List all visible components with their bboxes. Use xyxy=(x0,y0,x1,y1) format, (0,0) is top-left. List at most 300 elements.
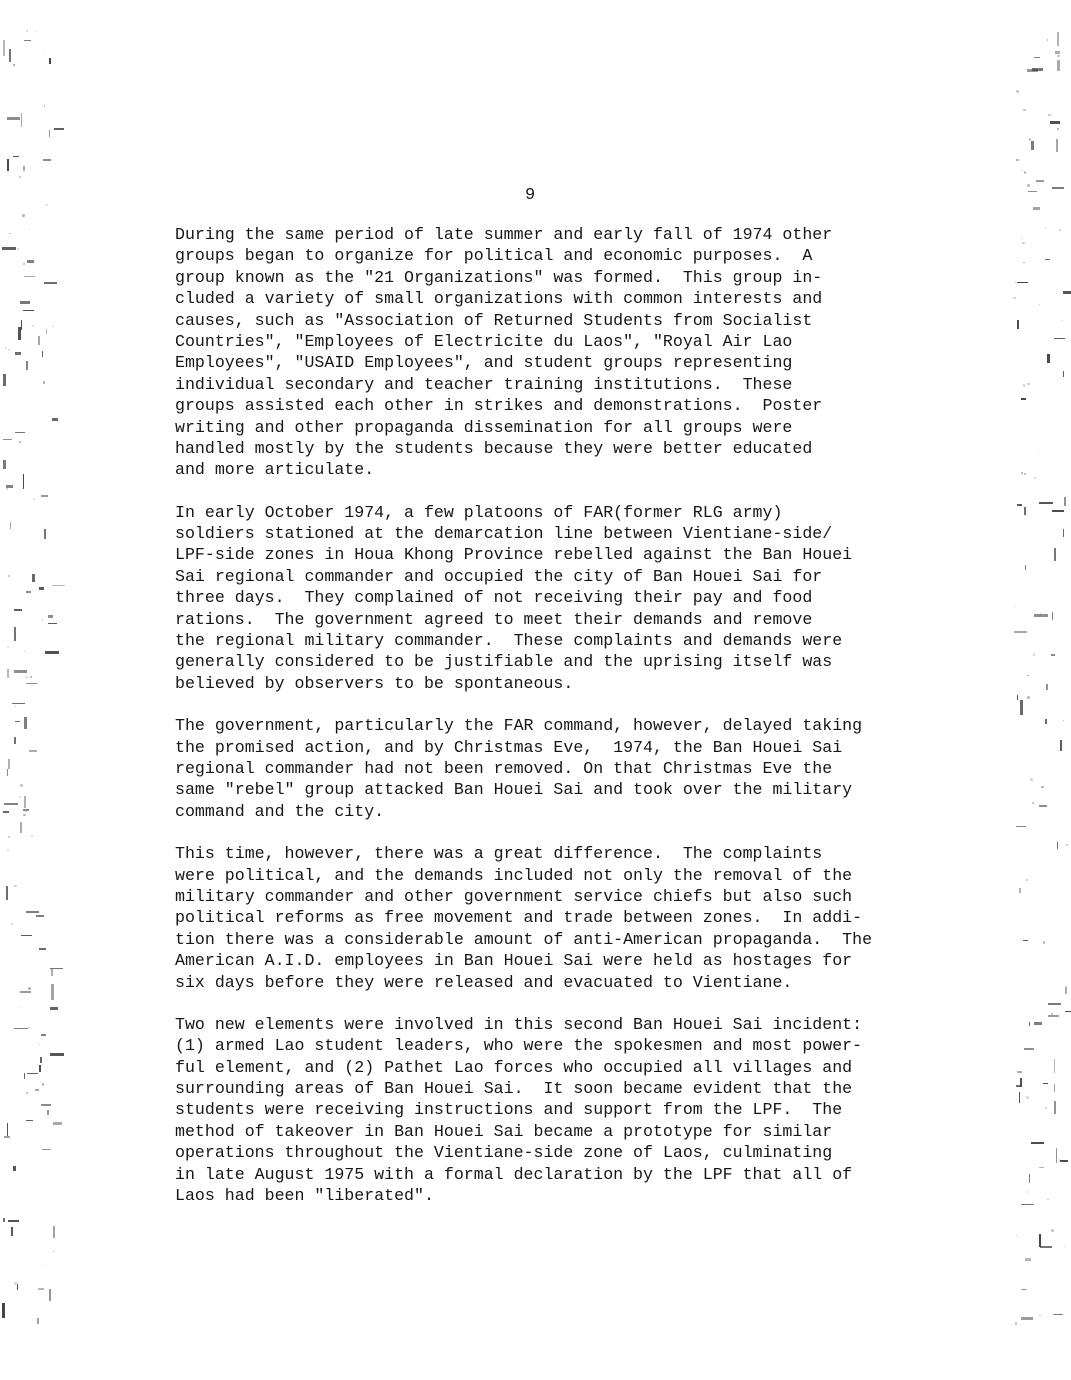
scan-speck xyxy=(25,811,27,813)
scan-mark xyxy=(15,352,21,354)
scan-speck xyxy=(1029,138,1032,141)
scan-mark xyxy=(7,769,9,776)
scan-mark xyxy=(20,822,22,833)
text-line: causes, such as "Association of Returned Students from Socialist xyxy=(175,310,813,330)
scan-speck xyxy=(1048,114,1050,116)
scan-mark xyxy=(52,418,57,420)
scan-mark xyxy=(3,460,5,469)
scan-mark xyxy=(27,260,34,263)
scan-speck xyxy=(1047,39,1048,40)
scan-mark xyxy=(1036,180,1044,182)
scan-mark xyxy=(42,351,43,357)
scan-mark xyxy=(23,166,25,170)
scan-speck xyxy=(1039,304,1040,305)
scan-mark xyxy=(1060,1160,1069,1162)
scan-mark xyxy=(49,1289,50,1301)
scan-mark xyxy=(41,495,48,498)
scan-speck xyxy=(26,30,28,32)
paragraph-2 xyxy=(175,502,935,695)
scan-mark xyxy=(26,1120,33,1121)
text-line: LPF-side zones in Houa Khong Province rebelled against the Ban Houei xyxy=(175,545,853,565)
scan-mark xyxy=(26,591,31,593)
scan-mark xyxy=(8,1220,19,1221)
scan-mark xyxy=(41,1034,46,1037)
scan-mark xyxy=(1033,207,1040,210)
scan-mark xyxy=(21,935,32,937)
scan-speck xyxy=(1024,473,1026,475)
scan-speck xyxy=(1026,1191,1028,1193)
scan-speck xyxy=(33,498,35,500)
scan-mark xyxy=(3,439,12,440)
scan-speck xyxy=(1045,227,1047,229)
scan-speck xyxy=(22,214,25,217)
scan-speck xyxy=(1027,184,1030,187)
scan-speck xyxy=(1034,477,1036,479)
scan-speck xyxy=(26,321,27,322)
text-line: (1) armed Lao student leaders, who were the spokesmen and most power- xyxy=(175,1036,863,1056)
scan-speck xyxy=(1027,675,1028,676)
scan-mark xyxy=(1052,187,1065,189)
scan-speck xyxy=(1023,262,1025,264)
text-line: groups began to organize for political and economic purposes. A xyxy=(175,246,813,266)
scan-speck xyxy=(20,1007,21,1008)
scan-mark xyxy=(53,1226,55,1239)
scan-speck xyxy=(53,1251,54,1252)
scan-mark xyxy=(1034,1022,1042,1025)
scan-speck xyxy=(1038,453,1039,454)
text-line: ful element, and (2) Pathet Lao forces who occupied all villages and xyxy=(175,1057,853,1077)
scan-mark xyxy=(2,1303,4,1319)
scan-speck xyxy=(19,796,21,798)
text-line: Two new elements were involved in this second Ban Houei Sai incident: xyxy=(175,1014,863,1034)
scan-mark xyxy=(1054,1084,1055,1093)
scan-mark xyxy=(45,651,58,654)
scan-mark xyxy=(7,117,20,120)
page-number: 9 xyxy=(525,186,536,205)
scan-mark xyxy=(1016,826,1027,828)
text-line: same "rebel" group attacked Ban Houei Sai and took over the military xyxy=(175,780,853,800)
text-line: writing and other propaganda dissemination for all groups were xyxy=(175,417,793,437)
scan-speck xyxy=(1063,720,1064,721)
scan-mark xyxy=(1021,1289,1027,1290)
scan-speck xyxy=(1022,242,1025,245)
scan-mark xyxy=(1057,32,1058,45)
scan-speck xyxy=(1059,229,1061,231)
scan-mark xyxy=(7,669,9,679)
scan-speck xyxy=(8,349,10,351)
text-line: groups assisted each other in strikes and demonstrations. Poster xyxy=(175,396,823,416)
scan-speck xyxy=(1061,320,1062,321)
scan-speck xyxy=(1057,55,1059,57)
scan-speck xyxy=(32,325,34,327)
scan-mark xyxy=(27,1073,38,1074)
scan-mark xyxy=(4,1136,11,1138)
scan-mark xyxy=(1031,1142,1044,1144)
scan-mark xyxy=(1047,354,1050,364)
scan-mark xyxy=(7,159,9,171)
scan-edge-left xyxy=(0,0,60,1380)
text-line: political reforms as free movement and trade between zones. In addi- xyxy=(175,908,863,928)
scan-speck xyxy=(1051,1229,1054,1232)
scan-mark xyxy=(1021,1317,1033,1320)
scan-mark xyxy=(47,1110,49,1115)
scan-mark xyxy=(1057,60,1060,71)
text-line: During the same period of late summer and early fall of 1974 other xyxy=(175,225,833,244)
scan-speck xyxy=(1016,1235,1017,1236)
scan-mark xyxy=(1025,1258,1031,1260)
scan-mark xyxy=(17,1284,19,1290)
scan-mark xyxy=(1063,529,1065,537)
text-line: the regional military commander. These complaints and demands were xyxy=(175,631,843,651)
text-line: group known as the "21 Organizations" was formed. This group in- xyxy=(175,267,823,287)
scan-mark xyxy=(24,276,35,278)
scan-speck xyxy=(7,850,9,852)
scan-mark xyxy=(1029,1174,1030,1182)
scan-mark xyxy=(1057,842,1058,850)
scan-mark xyxy=(1065,1011,1071,1012)
scan-speck xyxy=(1066,844,1069,847)
scan-speck xyxy=(1043,941,1045,943)
scan-mark xyxy=(23,809,29,811)
scan-mark xyxy=(6,886,8,899)
text-line: operations throughout the Vientiane-side zone of Laos, culminating xyxy=(175,1143,833,1163)
scan-mark xyxy=(35,1089,40,1091)
scan-speck xyxy=(24,651,25,652)
scan-speck xyxy=(31,835,33,837)
scan-speck xyxy=(1032,802,1035,805)
scan-mark xyxy=(1029,1022,1031,1027)
paragraph-1 xyxy=(175,224,935,481)
scan-mark xyxy=(1017,1071,1023,1073)
scan-speck xyxy=(7,646,9,648)
scan-mark xyxy=(1054,338,1065,339)
scan-mark xyxy=(37,1318,39,1324)
scan-speck xyxy=(1021,472,1023,474)
scan-mark xyxy=(1021,398,1026,400)
scan-mark xyxy=(1051,654,1055,657)
scan-speck xyxy=(19,176,20,177)
scan-mark xyxy=(1034,614,1048,617)
scan-mark xyxy=(1021,1204,1034,1205)
scan-mark xyxy=(1039,805,1047,807)
scan-mark xyxy=(1054,548,1055,561)
scan-mark xyxy=(43,159,51,162)
scan-mark xyxy=(1040,1246,1052,1248)
scan-mark xyxy=(13,1166,16,1171)
scan-speck xyxy=(1026,879,1028,881)
scan-speck xyxy=(14,885,16,887)
scan-speck xyxy=(1033,653,1035,655)
scan-mark xyxy=(1052,510,1064,511)
scan-mark xyxy=(4,803,18,804)
scan-mark xyxy=(46,329,47,334)
scan-speck xyxy=(1065,986,1067,988)
scan-speck xyxy=(44,105,46,107)
scan-speck xyxy=(30,676,32,678)
scan-mark xyxy=(12,703,25,704)
document-body xyxy=(175,224,935,1227)
scan-mark xyxy=(15,432,25,433)
scan-mark xyxy=(1060,740,1062,752)
text-line: in late August 1975 with a formal declaration by the LPF that all of xyxy=(175,1164,853,1184)
scan-mark xyxy=(51,969,53,976)
scan-mark xyxy=(14,670,27,673)
scan-mark xyxy=(38,336,40,346)
text-line: Laos had been "liberated". xyxy=(175,1186,434,1206)
scan-mark xyxy=(8,759,10,769)
text-line: and more articulate. xyxy=(175,460,375,480)
scan-mark xyxy=(1020,700,1023,715)
scan-mark xyxy=(26,911,39,913)
scan-mark xyxy=(40,1057,42,1063)
scan-mark xyxy=(3,374,5,386)
scan-speck xyxy=(1023,384,1026,387)
scan-speck xyxy=(1026,1096,1029,1099)
scan-mark xyxy=(6,485,12,488)
scan-speck xyxy=(1016,159,1019,162)
scan-speck xyxy=(1027,696,1030,699)
scan-mark xyxy=(39,587,44,590)
scan-mark xyxy=(1034,57,1040,59)
scan-mark xyxy=(24,796,27,808)
paragraph-4 xyxy=(175,843,935,993)
scan-speck xyxy=(19,441,22,444)
text-line: command and the city. xyxy=(175,801,385,821)
scan-speck xyxy=(52,326,54,328)
scan-speck xyxy=(6,488,7,489)
scan-speck xyxy=(23,814,26,817)
text-line: military commander and other government service chiefs but also such xyxy=(175,886,853,906)
scan-mark xyxy=(44,529,47,540)
text-line: tion there was a considerable amount of anti-American propaganda. The xyxy=(175,929,873,949)
scan-speck xyxy=(25,676,27,678)
scan-mark xyxy=(14,627,16,642)
scan-mark xyxy=(14,609,21,610)
scan-mark xyxy=(1043,1083,1048,1085)
scan-mark xyxy=(42,1149,52,1150)
scan-speck xyxy=(1064,1246,1066,1248)
scan-speck xyxy=(1027,383,1030,386)
scan-mark xyxy=(1056,1148,1057,1164)
scan-speck xyxy=(1045,1107,1047,1109)
text-line: method of takeover in Ban Houei Sai became a prototype for similar xyxy=(175,1121,833,1141)
text-line: Sai regional commander and occupied the city of Ban Houei Sai for xyxy=(175,566,823,586)
scan-mark xyxy=(1048,1003,1061,1005)
text-line: handled mostly by the students because they were better educated xyxy=(175,438,813,458)
scan-speck xyxy=(1014,605,1015,606)
scan-mark xyxy=(24,1073,25,1079)
scan-speck xyxy=(8,836,10,838)
scan-mark xyxy=(32,574,35,582)
scan-mark xyxy=(51,984,54,1000)
scan-mark xyxy=(3,1218,5,1223)
scan-mark xyxy=(50,1007,58,1010)
scan-mark xyxy=(7,1123,8,1136)
scan-mark xyxy=(38,1288,44,1291)
scan-mark xyxy=(20,991,31,993)
scan-mark xyxy=(1055,51,1059,53)
scan-mark xyxy=(1019,888,1021,893)
scan-mark xyxy=(3,40,5,56)
scan-mark xyxy=(3,811,8,813)
text-line: In early October 1974, a few platoons of FAR(former RLG army) xyxy=(175,502,783,522)
scan-speck xyxy=(42,1083,45,1086)
scan-speck xyxy=(5,347,7,349)
text-line: Employees", "USAID Employees", and student groups representing xyxy=(175,353,793,373)
scan-mark xyxy=(1053,1314,1064,1315)
text-line: The government, particularly the FAR command, however, delayed taking xyxy=(175,716,863,736)
scan-speck xyxy=(13,64,15,66)
scan-speck xyxy=(1023,109,1026,112)
scan-speck xyxy=(20,784,23,787)
scan-mark xyxy=(1017,504,1021,506)
scan-speck xyxy=(28,1027,29,1028)
scan-mark xyxy=(14,737,16,744)
scan-mark xyxy=(1017,320,1019,329)
text-line: students were receiving instructions and support from the LPF. The xyxy=(175,1100,843,1120)
scan-mark xyxy=(50,1053,64,1055)
scan-mark xyxy=(23,310,34,312)
scan-mark xyxy=(24,717,27,729)
text-line: individual secondary and teacher training institutions. These xyxy=(175,374,793,394)
scan-mark xyxy=(1048,1015,1060,1017)
scan-speck xyxy=(11,923,12,924)
scan-mark xyxy=(29,750,37,752)
scan-mark xyxy=(1063,291,1071,293)
scan-mark xyxy=(9,49,11,62)
scan-mark xyxy=(1052,612,1054,620)
scan-mark xyxy=(1019,1092,1020,1103)
paragraph-5 xyxy=(175,1014,935,1207)
text-line: cluded a variety of small organizations with common interests and xyxy=(175,289,823,309)
scan-mark xyxy=(1024,507,1026,515)
scan-mark xyxy=(26,683,37,684)
scan-mark xyxy=(39,1065,41,1072)
scan-mark xyxy=(1045,719,1047,724)
text-line: six days before they were released and evacuated to Vientiane. xyxy=(175,972,793,992)
scan-mark xyxy=(1050,121,1060,124)
scan-mark xyxy=(1028,191,1038,192)
scan-mark xyxy=(11,1227,13,1236)
text-line: surrounding areas of Ban Houei Sai. It soon became evident that the xyxy=(175,1079,853,1099)
scan-speck xyxy=(15,706,16,707)
scan-mark xyxy=(1017,282,1028,283)
scan-mark xyxy=(1045,259,1050,260)
scan-mark xyxy=(1064,497,1066,506)
scan-mark xyxy=(1014,631,1027,634)
scan-mark xyxy=(39,948,46,951)
scan-mark xyxy=(21,320,23,330)
scan-mark xyxy=(1017,695,1018,700)
scan-speck xyxy=(1021,238,1023,240)
scan-mark xyxy=(49,58,51,64)
scan-speck xyxy=(1057,128,1059,130)
scan-mark xyxy=(24,40,30,41)
scan-mark xyxy=(50,968,62,970)
scan-mark xyxy=(53,1122,62,1124)
text-line: soldiers stationed at the demarcation line between Vientiane-side/ xyxy=(175,524,833,544)
scan-mark xyxy=(1039,502,1053,504)
scan-mark xyxy=(1056,139,1058,152)
scan-speck xyxy=(17,248,19,250)
scan-speck xyxy=(44,50,45,51)
scan-mark xyxy=(36,915,43,917)
scan-mark xyxy=(1063,371,1064,377)
scan-speck xyxy=(1058,1159,1060,1161)
scan-speck xyxy=(1015,282,1016,283)
scan-speck xyxy=(26,1092,28,1094)
scan-speck xyxy=(1013,297,1015,299)
text-line: This time, however, there was a great difference. The complaints xyxy=(175,844,823,864)
scan-mark xyxy=(2,247,16,250)
scan-mark xyxy=(1031,141,1033,149)
text-line: were political, and the demands included not only the removal of the xyxy=(175,865,853,885)
text-line: generally considered to be justifiable and the uprising itself was xyxy=(175,652,833,672)
scan-speck xyxy=(1030,778,1033,781)
scan-speck xyxy=(1016,90,1019,93)
text-line: believed by observers to be spontaneous. xyxy=(175,673,574,693)
text-line: the promised action, and by Christmas Eve, 1974, the Ban Houei Sai xyxy=(175,737,843,757)
scan-mark xyxy=(15,721,20,722)
scan-speck xyxy=(1047,1199,1048,1200)
scan-speck xyxy=(1041,786,1043,788)
scan-speck xyxy=(9,233,11,235)
text-line: Countries", "Employees of Electricite du Laos", "Royal Air Lao xyxy=(175,331,793,351)
scan-mark xyxy=(1054,1059,1055,1072)
scan-mark xyxy=(23,474,25,489)
text-line: three days. They complained of not receiving their pay and food xyxy=(175,588,813,608)
scan-mark xyxy=(48,615,53,618)
scan-speck xyxy=(42,619,43,620)
scan-mark xyxy=(1024,1048,1034,1050)
scan-speck xyxy=(8,575,10,577)
scan-speck xyxy=(42,1265,43,1266)
scan-mark xyxy=(48,623,57,624)
scan-mark xyxy=(1027,69,1038,72)
scan-mark xyxy=(1039,1167,1044,1168)
scan-mark xyxy=(1054,1101,1056,1114)
scan-mark xyxy=(41,1104,50,1106)
scan-speck xyxy=(45,204,47,206)
scan-speck xyxy=(23,263,25,265)
scan-speck xyxy=(39,1044,40,1045)
text-line: regional commander had not been removed. On that Christmas Eve the xyxy=(175,758,833,778)
scan-speck xyxy=(1024,171,1027,174)
scan-speck xyxy=(1039,1315,1041,1317)
scan-mark xyxy=(1023,940,1027,941)
scan-speck xyxy=(29,229,30,230)
scan-mark xyxy=(10,522,12,529)
scan-mark xyxy=(26,361,28,370)
scan-mark xyxy=(1025,565,1026,570)
scan-mark xyxy=(1046,684,1049,690)
paragraph-3 xyxy=(175,715,935,822)
scan-mark xyxy=(1065,987,1067,994)
scan-mark xyxy=(13,156,18,157)
scan-speck xyxy=(43,381,46,384)
scan-mark xyxy=(21,113,23,126)
text-line: rations. The government agreed to meet their demands and remove xyxy=(175,609,813,629)
scan-mark xyxy=(44,282,57,284)
scan-edge-right xyxy=(1011,0,1071,1380)
scan-mark xyxy=(49,130,50,136)
scan-speck xyxy=(1021,170,1022,171)
scan-mark xyxy=(20,301,30,304)
scan-mark xyxy=(14,1028,28,1029)
scan-speck xyxy=(35,31,36,32)
text-line: American A.I.D. employees in Ban Houei Sai were held as hostages for xyxy=(175,951,853,971)
scan-speck xyxy=(1015,1322,1018,1325)
